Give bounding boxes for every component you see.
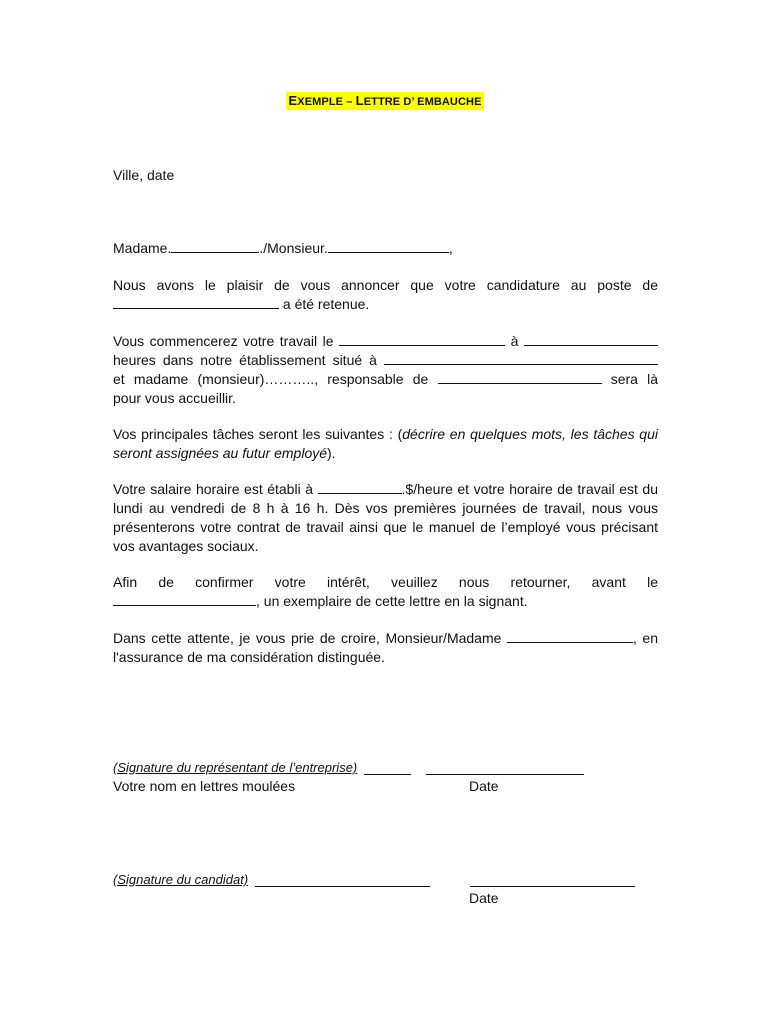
blank-field — [318, 481, 402, 494]
paragraph-text: Dans cette attente, je vous prie de croire, Monsieur/Madame — [113, 630, 502, 646]
title-word: ETTRE D’ EMBAUCHE — [363, 96, 482, 108]
blank-field — [507, 630, 633, 643]
paragraph-text: .$/heure et votre horaire de travail est du lundi au vendredi de 8 h à 16 h. Dès vos premières journées de travail, nous vous présenterons votre contrat de travail ainsi que le manuel de l’employé vous précisant vos avantages sociaux. — [113, 481, 659, 554]
title-letter: L — [355, 93, 364, 108]
paragraph-text: à — [510, 333, 519, 349]
date-label: Date — [469, 890, 499, 906]
paragraph-text: et madame (monsieur)……….., responsable de — [113, 371, 429, 387]
date-line — [426, 774, 584, 775]
para-line: pour vous accueillir. — [113, 390, 236, 406]
paragraph-tasks — [113, 425, 658, 463]
blank-field — [438, 371, 602, 384]
blank-field — [113, 296, 279, 309]
signature-representative-label: (Signature du représentant de l’entreprise) — [113, 760, 358, 775]
title-dash: – — [343, 96, 356, 108]
paragraph-text: heures dans notre établissement situé à — [113, 352, 377, 368]
signature-line — [364, 774, 411, 775]
date-label: Date — [469, 778, 499, 794]
paragraph-text: ). — [327, 445, 336, 461]
blank-field — [524, 333, 658, 346]
para-line — [113, 370, 658, 389]
para-line: Afin de confirmer votre intérêt, veuillez nous retourner, avant le — [113, 574, 658, 590]
paragraph-text: , en l'assurance de ma considération distinguée. — [113, 630, 659, 665]
blank-field — [171, 240, 259, 253]
blank-field — [328, 240, 449, 253]
city-date: Ville, date — [113, 167, 175, 183]
title-word: XEMPLE — [297, 96, 344, 108]
signature-candidate-label: (Signature du candidat) — [113, 872, 249, 887]
paragraph-position — [113, 276, 658, 314]
title-container — [0, 92, 770, 110]
paragraph-italic: décrire en quelques mots, les tâches qui seront assignées au futur employé — [113, 426, 658, 461]
paragraph-text: Nous avons le plaisir de vous annoncer que votre candidature au poste de — [113, 277, 658, 293]
para-line — [113, 351, 658, 370]
title-letter: E — [288, 93, 298, 108]
salutation — [113, 239, 658, 258]
paragraph-text: Vos principales tâches seront les suivantes : ( — [113, 426, 403, 442]
page-title — [286, 92, 483, 110]
para-line — [113, 332, 658, 351]
paragraph-confirm — [113, 573, 658, 611]
paragraph-text: Votre salaire horaire est établi à — [113, 481, 313, 497]
blank-field — [384, 352, 658, 365]
printed-name-label: Votre nom en lettres moulées — [113, 778, 296, 794]
salutation-madame: Madame. — [113, 240, 172, 256]
paragraph-start-date — [113, 332, 658, 408]
paragraph-text: a été retenue. — [279, 296, 370, 312]
blank-field — [113, 593, 256, 606]
salutation-end: , — [448, 240, 453, 256]
para-line — [113, 592, 658, 611]
salutation-monsieur: ./Monsieur. — [259, 240, 328, 256]
blank-field — [339, 333, 505, 346]
paragraph-text: sera là — [610, 371, 659, 387]
paragraph-closing — [113, 629, 658, 667]
paragraph-text: Vous commencerez votre travail le — [113, 333, 334, 349]
paragraph-salary — [113, 480, 658, 556]
paragraph-text: , un exemplaire de cette lettre en la signant. — [256, 593, 528, 609]
date-line — [470, 886, 635, 887]
signature-line — [255, 886, 430, 887]
